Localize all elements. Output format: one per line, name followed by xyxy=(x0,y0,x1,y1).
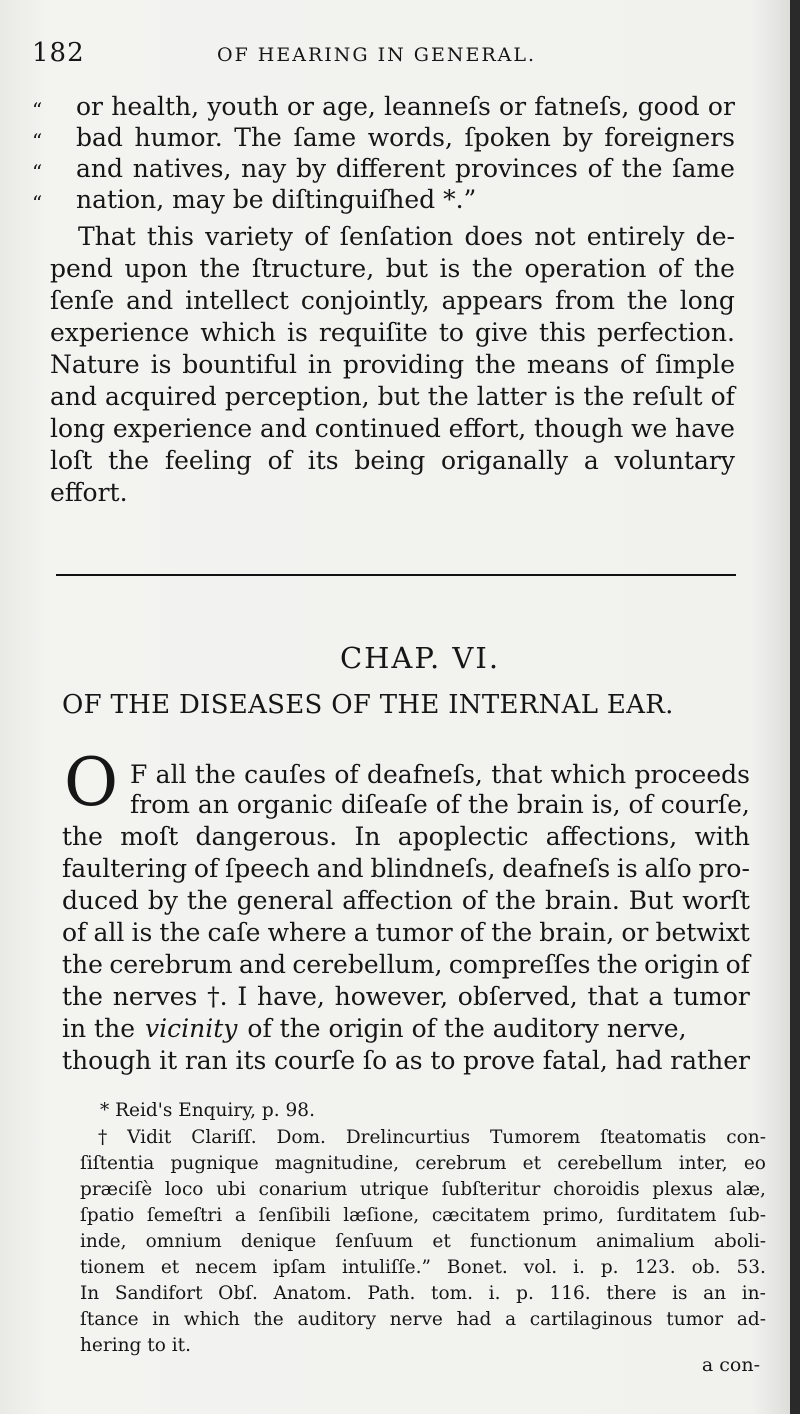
quote-line: and natives, nay by different provinces of the ſame xyxy=(76,154,735,183)
footnote-line: hering to it. xyxy=(80,1335,191,1356)
footnote-line: præciſè loco ubi conarium utrique ſubſteritur choroidis plexus alæ, xyxy=(80,1179,766,1200)
text-line: long experience and continued effort, though we have xyxy=(50,414,735,443)
footnote-line: ſtance in which the auditory nerve had a cartilaginous tumor ad- xyxy=(80,1309,766,1330)
quote-mark: “ xyxy=(32,98,43,122)
chapter-heading: CHAP. VI. xyxy=(339,641,501,675)
text-line: ſenſe and intellect conjointly, appears from the long xyxy=(50,286,735,315)
text-line: Nature is bountiful in providing the means of ſimple xyxy=(50,350,735,379)
quote-line: nation, may be diſtinguiſhed *.” xyxy=(76,185,477,214)
running-title: OF HEARING IN GENERAL. xyxy=(217,44,537,66)
text-line: from an organic diſeaſe of the brain is, of courſe, xyxy=(130,790,750,819)
text-line: effort. xyxy=(50,478,128,507)
text-line: of all is the caſe where a tumor of the brain, or betwixt xyxy=(62,918,750,947)
quote-line: bad humor. The ſame words, ſpoken by foreigners xyxy=(76,123,735,152)
footnote-line: ſpatio ſemeſtri a ſenſibili læſione, cæcitatem primo, ſurditatem ſub- xyxy=(80,1205,766,1226)
text-line: experience which is requiſite to give this perfection. xyxy=(50,318,735,347)
chapter-title: OF THE DISEASES OF THE INTERNAL EAR. xyxy=(62,690,674,720)
text-line: the moſt dangerous. In apoplectic affections, with xyxy=(62,822,750,851)
page-header xyxy=(32,38,744,78)
text-line: faultering of ſpeech and blindneſs, deafneſs is alſo pro- xyxy=(62,854,750,883)
text-line: in the vicinity of the origin of the auditory nerve, xyxy=(62,1014,687,1043)
footnote-line: * Reid's Enquiry, p. 98. xyxy=(100,1100,315,1121)
quote-line: or health, youth or age, leanneſs or fatneſs, good or xyxy=(76,92,735,121)
page-edge-shadow xyxy=(790,0,800,1414)
quote-mark: “ xyxy=(32,129,43,153)
quote-mark: “ xyxy=(32,160,43,184)
footnote-line: † Vidit Clariſſ. Dom. Drelincurtius Tumorem ſteatomatis con- xyxy=(98,1127,766,1148)
text-line: the cerebrum and cerebellum, compreſſes the origin of xyxy=(62,950,750,979)
text-line: the nerves †. I have, however, obſerved, that a tumor xyxy=(62,982,750,1011)
text-line: pend upon the ſtructure, but is the operation of the xyxy=(50,254,735,283)
text-line: and acquired perception, but the latter is the reſult of xyxy=(50,382,735,411)
text-line: F all the cauſes of deafneſs, that which proceeds xyxy=(130,760,750,789)
text-line: though it ran its courſe ſo as to prove fatal, had rather xyxy=(62,1046,750,1075)
catchword: a con- xyxy=(701,1354,760,1376)
footnote-line: tionem et necem ipſam intuliſſe.” Bonet. vol. i. p. 123. ob. 53. xyxy=(80,1257,766,1278)
text-line: duced by the general affection of the brain. But worſt xyxy=(62,886,750,915)
footnote-line: ſiſtentia pugnique magnitudine, cerebrum et cerebellum inter, eo xyxy=(80,1153,766,1174)
drop-cap: O xyxy=(64,744,119,821)
italic-word: vicinity xyxy=(145,1014,238,1043)
page-number: 182 xyxy=(32,38,85,68)
section-divider xyxy=(56,574,736,576)
footnote-line: In Sandifort Obſ. Anatom. Path. tom. i. p. 116. there is an in- xyxy=(80,1283,766,1304)
footnote-line: inde, omnium denique ſenſuum et functionum animalium aboli- xyxy=(80,1231,766,1252)
text-line: loſt the feeling of its being origanally a voluntary xyxy=(50,446,735,475)
quote-mark: “ xyxy=(32,191,43,215)
text-line: That this variety of ſenſation does not entirely de- xyxy=(78,222,735,251)
